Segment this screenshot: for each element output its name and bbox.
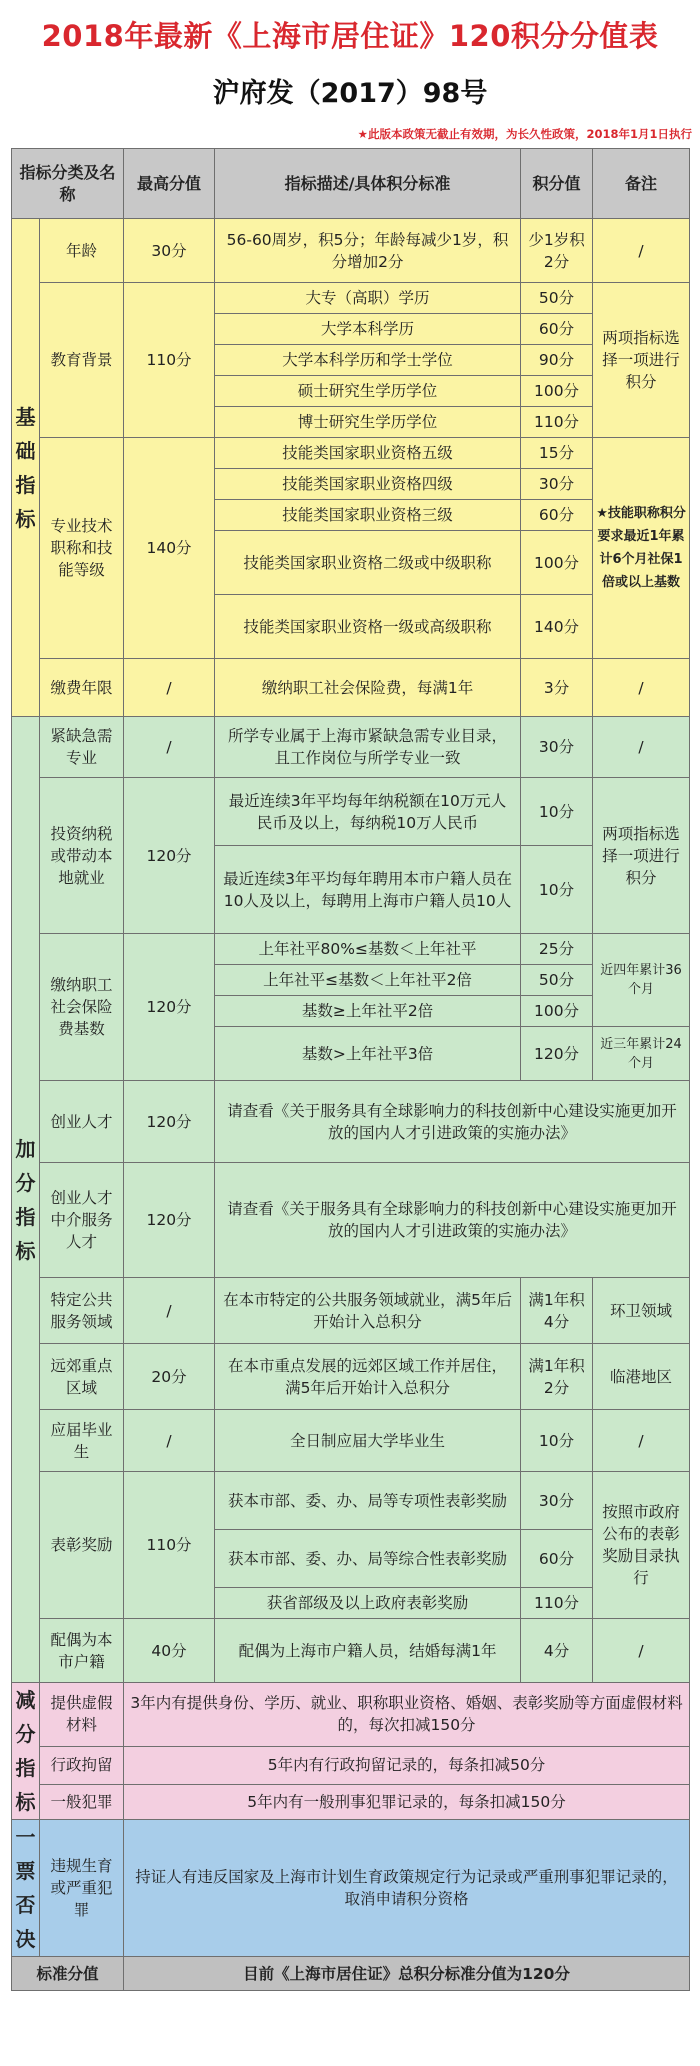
item-remark: 近四年累计36个月 bbox=[593, 934, 690, 1027]
item-desc: 最近连续3年平均每年聘用本市户籍人员在10人及以上，每聘用上海市户籍人员10人 bbox=[215, 846, 521, 934]
item-max: 20分 bbox=[124, 1344, 215, 1410]
item-remark: / bbox=[593, 659, 690, 717]
item-desc: 获本市部、委、办、局等专项性表彰奖励 bbox=[215, 1472, 521, 1530]
item-desc: 5年内有一般刑事犯罪记录的，每条扣减150分 bbox=[124, 1784, 690, 1819]
item-name: 表彰奖励 bbox=[40, 1472, 124, 1619]
item-desc: 技能类国家职业资格三级 bbox=[215, 500, 521, 531]
category-basic: 基础指标 bbox=[12, 219, 40, 717]
item-desc: 获本市部、委、办、局等综合性表彰奖励 bbox=[215, 1530, 521, 1588]
item-score: 60分 bbox=[521, 500, 593, 531]
item-remark: 两项指标选择一项进行积分 bbox=[593, 283, 690, 438]
item-name: 违规生育或严重犯罪 bbox=[40, 1820, 124, 1957]
item-desc: 技能类国家职业资格四级 bbox=[215, 469, 521, 500]
table-row bbox=[12, 1472, 690, 1530]
item-desc: 博士研究生学历学位 bbox=[215, 407, 521, 438]
item-name: 行政拘留 bbox=[40, 1746, 124, 1784]
item-desc: 3年内有提供身份、学历、就业、职称职业资格、婚姻、表彰奖励等方面虚假材料的，每次扣减150分 bbox=[124, 1683, 690, 1747]
item-score: 10分 bbox=[521, 1410, 593, 1472]
item-score: 30分 bbox=[521, 717, 593, 778]
item-max: / bbox=[124, 1278, 215, 1344]
item-desc: 全日制应届大学毕业生 bbox=[215, 1410, 521, 1472]
item-max: / bbox=[124, 717, 215, 778]
item-desc: 大学本科学历 bbox=[215, 314, 521, 345]
item-desc: 5年内有行政拘留记录的，每条扣减50分 bbox=[124, 1746, 690, 1784]
item-desc: 持证人有违反国家及上海市计划生育政策规定行为记录或严重刑事犯罪记录的，取消申请积分资格 bbox=[124, 1820, 690, 1957]
item-remark: / bbox=[593, 219, 690, 283]
item-max: 120分 bbox=[124, 778, 215, 934]
table-row bbox=[12, 1683, 690, 1747]
item-remark: 近三年累计24个月 bbox=[593, 1027, 690, 1081]
item-score: 10分 bbox=[521, 846, 593, 934]
item-name: 年龄 bbox=[40, 219, 124, 283]
item-desc: 56-60周岁，积5分；年龄每减少1岁，积分增加2分 bbox=[215, 219, 521, 283]
item-score: 100分 bbox=[521, 376, 593, 407]
table-row bbox=[12, 1163, 690, 1278]
item-score: 10分 bbox=[521, 778, 593, 846]
item-desc: 基数>上年社平3倍 bbox=[215, 1027, 521, 1081]
document-number: 沪府发（2017）98号 bbox=[212, 78, 488, 109]
item-name: 专业技术职称和技能等级 bbox=[40, 438, 124, 659]
item-desc: 上年社平80%≤基数＜上年社平 bbox=[215, 934, 521, 965]
item-desc: 在本市特定的公共服务领域就业，满5年后开始计入总积分 bbox=[215, 1278, 521, 1344]
item-remark: 两项指标选择一项进行积分 bbox=[593, 778, 690, 934]
table-row bbox=[12, 778, 690, 846]
category-bonus: 加分指标 bbox=[12, 717, 40, 1683]
item-desc: 缴纳职工社会保险费，每满1年 bbox=[215, 659, 521, 717]
item-desc: 请查看《关于服务具有全球影响力的科技创新中心建设实施更加开放的国内人才引进政策的实施办法》 bbox=[215, 1081, 690, 1163]
item-remark: / bbox=[593, 1619, 690, 1683]
item-score: 120分 bbox=[521, 1027, 593, 1081]
item-name: 创业人才 bbox=[40, 1081, 124, 1163]
item-desc: 获省部级及以上政府表彰奖励 bbox=[215, 1588, 521, 1619]
item-desc: 基数≥上年社平2倍 bbox=[215, 996, 521, 1027]
item-score: 30分 bbox=[521, 1472, 593, 1530]
item-desc: 技能类国家职业资格五级 bbox=[215, 438, 521, 469]
item-remark: 临港地区 bbox=[593, 1344, 690, 1410]
item-max: 120分 bbox=[124, 934, 215, 1081]
page-title: 2018年最新《上海市居住证》120积分分值表 bbox=[41, 19, 659, 53]
item-score: 90分 bbox=[521, 345, 593, 376]
table-row bbox=[12, 1957, 690, 1991]
item-remark: / bbox=[593, 1410, 690, 1472]
item-desc: 大专（高职）学历 bbox=[215, 283, 521, 314]
item-desc: 在本市重点发展的远郊区域工作并居住，满5年后开始计入总积分 bbox=[215, 1344, 521, 1410]
category-veto: 一票否决 bbox=[12, 1820, 40, 1957]
table-row bbox=[12, 659, 690, 717]
item-name: 远郊重点区域 bbox=[40, 1344, 124, 1410]
item-name: 缴纳职工社会保险费基数 bbox=[40, 934, 124, 1081]
item-desc: 技能类国家职业资格二级或中级职称 bbox=[215, 531, 521, 595]
item-name: 创业人才中介服务人才 bbox=[40, 1163, 124, 1278]
item-max: 140分 bbox=[124, 438, 215, 659]
item-max: 110分 bbox=[124, 283, 215, 438]
item-score: 100分 bbox=[521, 531, 593, 595]
item-max: / bbox=[124, 1410, 215, 1472]
footer-desc: 目前《上海市居住证》总积分标准分值为120分 bbox=[124, 1957, 690, 1991]
policy-note: ★此版本政策无截止有效期，为长久性政策，2018年1月1日执行 bbox=[357, 127, 692, 141]
item-max: 110分 bbox=[124, 1472, 215, 1619]
item-name: 配偶为本市户籍 bbox=[40, 1619, 124, 1683]
item-remark: / bbox=[593, 717, 690, 778]
item-score: 30分 bbox=[521, 469, 593, 500]
item-desc: 最近连续3年平均每年纳税额在10万元人民币及以上，每纳税10万人民币 bbox=[215, 778, 521, 846]
item-score: 60分 bbox=[521, 1530, 593, 1588]
item-max: 120分 bbox=[124, 1163, 215, 1278]
item-score: 140分 bbox=[521, 595, 593, 659]
item-score: 少1岁积2分 bbox=[521, 219, 593, 283]
table-header-row bbox=[12, 149, 690, 219]
item-name: 提供虚假材料 bbox=[40, 1683, 124, 1747]
table-row bbox=[12, 1344, 690, 1410]
item-score: 50分 bbox=[521, 965, 593, 996]
item-name: 特定公共服务领域 bbox=[40, 1278, 124, 1344]
item-desc: 请查看《关于服务具有全球影响力的科技创新中心建设实施更加开放的国内人才引进政策的实施办法》 bbox=[215, 1163, 690, 1278]
category-deduct: 减分指标 bbox=[12, 1683, 40, 1820]
table-row bbox=[12, 1820, 690, 1957]
points-table bbox=[11, 148, 690, 1991]
item-score: 50分 bbox=[521, 283, 593, 314]
footer-label: 标准分值 bbox=[12, 1957, 124, 1991]
item-score: 110分 bbox=[521, 407, 593, 438]
table-row bbox=[12, 219, 690, 283]
item-max: 120分 bbox=[124, 1081, 215, 1163]
item-name: 缴费年限 bbox=[40, 659, 124, 717]
table-row bbox=[12, 1081, 690, 1163]
item-desc: 上年社平≤基数＜上年社平2倍 bbox=[215, 965, 521, 996]
item-desc: 硕士研究生学历学位 bbox=[215, 376, 521, 407]
item-name: 一般犯罪 bbox=[40, 1784, 124, 1819]
item-score: 25分 bbox=[521, 934, 593, 965]
table-row bbox=[12, 717, 690, 778]
table-row bbox=[12, 283, 690, 314]
item-desc: 技能类国家职业资格一级或高级职称 bbox=[215, 595, 521, 659]
header-desc: 指标描述/具体积分标准 bbox=[215, 149, 521, 219]
header-remark: 备注 bbox=[593, 149, 690, 219]
item-score: 4分 bbox=[521, 1619, 593, 1683]
header-max: 最高分值 bbox=[124, 149, 215, 219]
table-row bbox=[12, 438, 690, 469]
item-score: 60分 bbox=[521, 314, 593, 345]
item-desc: 大学本科学历和学士学位 bbox=[215, 345, 521, 376]
item-remark: 按照市政府公布的表彰奖励目录执行 bbox=[593, 1472, 690, 1619]
item-max: / bbox=[124, 659, 215, 717]
item-score: 满1年积4分 bbox=[521, 1278, 593, 1344]
table-row bbox=[12, 1278, 690, 1344]
item-remark: 环卫领域 bbox=[593, 1278, 690, 1344]
item-score: 15分 bbox=[521, 438, 593, 469]
item-max: 40分 bbox=[124, 1619, 215, 1683]
header-score: 积分值 bbox=[521, 149, 593, 219]
item-name: 教育背景 bbox=[40, 283, 124, 438]
item-score: 3分 bbox=[521, 659, 593, 717]
item-desc: 配偶为上海市户籍人员，结婚每满1年 bbox=[215, 1619, 521, 1683]
item-remark: ★技能职称积分要求最近1年累计6个月社保1倍或以上基数 bbox=[593, 438, 690, 659]
table-row bbox=[12, 1619, 690, 1683]
item-score: 满1年积2分 bbox=[521, 1344, 593, 1410]
item-max: 30分 bbox=[124, 219, 215, 283]
item-name: 投资纳税或带动本地就业 bbox=[40, 778, 124, 934]
table-row bbox=[12, 1410, 690, 1472]
item-name: 紧缺急需专业 bbox=[40, 717, 124, 778]
item-score: 110分 bbox=[521, 1588, 593, 1619]
header-category: 指标分类及名称 bbox=[12, 149, 124, 219]
item-name: 应届毕业生 bbox=[40, 1410, 124, 1472]
item-desc: 所学专业属于上海市紧缺急需专业目录，且工作岗位与所学专业一致 bbox=[215, 717, 521, 778]
item-score: 100分 bbox=[521, 996, 593, 1027]
table-row bbox=[12, 1746, 690, 1784]
table-row bbox=[12, 934, 690, 965]
table-row bbox=[12, 1784, 690, 1819]
